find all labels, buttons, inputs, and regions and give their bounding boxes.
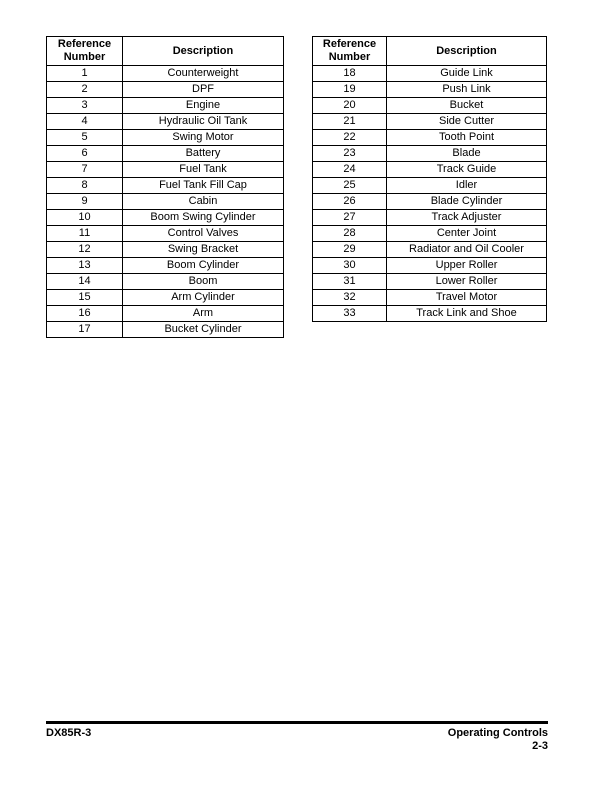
table-row (313, 114, 547, 130)
table-row (47, 306, 284, 322)
reference-number-cell: 5 (47, 130, 123, 146)
reference-number-cell: 32 (313, 290, 387, 306)
footer-right-block (448, 727, 548, 753)
table-row (313, 258, 547, 274)
footer-page-number: 2-3 (532, 740, 548, 752)
reference-number-cell: 14 (47, 274, 123, 290)
reference-number-cell: 11 (47, 226, 123, 242)
reference-number-cell: 25 (313, 178, 387, 194)
footer-model-label: DX85R-3 (46, 727, 92, 739)
reference-number-cell: 1 (47, 66, 123, 82)
description-cell: Bucket (387, 98, 547, 114)
reference-number-cell: 23 (313, 146, 387, 162)
table-row (313, 242, 547, 258)
table-row (313, 194, 547, 210)
description-cell: Boom (123, 274, 284, 290)
table-row (313, 290, 547, 306)
description-cell: Upper Roller (387, 258, 547, 274)
reference-number-cell: 18 (313, 66, 387, 82)
parts-table-left (46, 36, 284, 338)
description-cell: Tooth Point (387, 130, 547, 146)
description-cell: Swing Motor (123, 130, 284, 146)
table-row (47, 210, 284, 226)
column-header-reference-number: Reference Number (47, 37, 123, 66)
description-cell: DPF (123, 82, 284, 98)
reference-number-cell: 2 (47, 82, 123, 98)
reference-number-cell: 24 (313, 162, 387, 178)
reference-number-cell: 4 (47, 114, 123, 130)
table-body-right (313, 66, 547, 322)
table-row (47, 258, 284, 274)
description-cell: Travel Motor (387, 290, 547, 306)
table-header-row (47, 37, 284, 66)
table-row (313, 306, 547, 322)
description-cell: Track Guide (387, 162, 547, 178)
description-cell: Swing Bracket (123, 242, 284, 258)
reference-number-cell: 3 (47, 98, 123, 114)
reference-number-cell: 6 (47, 146, 123, 162)
reference-number-cell: 17 (47, 322, 123, 338)
column-header-description: Description (387, 37, 547, 66)
description-cell: Guide Link (387, 66, 547, 82)
reference-number-cell: 22 (313, 130, 387, 146)
description-cell: Radiator and Oil Cooler (387, 242, 547, 258)
table-row (47, 226, 284, 242)
reference-number-cell: 19 (313, 82, 387, 98)
description-cell: Arm (123, 306, 284, 322)
table-row (47, 242, 284, 258)
table-row (47, 178, 284, 194)
table-row (47, 130, 284, 146)
table-row (47, 82, 284, 98)
table-row (47, 322, 284, 338)
description-cell: Arm Cylinder (123, 290, 284, 306)
table-row (313, 210, 547, 226)
reference-number-cell: 33 (313, 306, 387, 322)
description-cell: Boom Cylinder (123, 258, 284, 274)
reference-number-cell: 31 (313, 274, 387, 290)
description-cell: Fuel Tank (123, 162, 284, 178)
table-row (313, 178, 547, 194)
description-cell: Blade (387, 146, 547, 162)
description-cell: Blade Cylinder (387, 194, 547, 210)
description-cell: Idler (387, 178, 547, 194)
description-cell: Fuel Tank Fill Cap (123, 178, 284, 194)
reference-number-cell: 13 (47, 258, 123, 274)
reference-number-cell: 16 (47, 306, 123, 322)
table-row (313, 98, 547, 114)
reference-number-cell: 7 (47, 162, 123, 178)
reference-number-cell: 20 (313, 98, 387, 114)
table-body-left (47, 66, 284, 338)
table-row (47, 274, 284, 290)
reference-number-cell: 9 (47, 194, 123, 210)
description-cell: Bucket Cylinder (123, 322, 284, 338)
reference-number-cell: 15 (47, 290, 123, 306)
description-cell: Lower Roller (387, 274, 547, 290)
table-row (313, 274, 547, 290)
description-cell: Cabin (123, 194, 284, 210)
description-cell: Counterweight (123, 66, 284, 82)
reference-number-cell: 29 (313, 242, 387, 258)
table-row (47, 66, 284, 82)
column-header-reference-number: Reference Number (313, 37, 387, 66)
table-row (47, 194, 284, 210)
description-cell: Battery (123, 146, 284, 162)
reference-number-cell: 28 (313, 226, 387, 242)
description-cell: Track Adjuster (387, 210, 547, 226)
reference-number-cell: 30 (313, 258, 387, 274)
description-cell: Hydraulic Oil Tank (123, 114, 284, 130)
description-cell: Track Link and Shoe (387, 306, 547, 322)
description-cell: Push Link (387, 82, 547, 98)
reference-number-cell: 10 (47, 210, 123, 226)
reference-number-cell: 26 (313, 194, 387, 210)
table-header-row (313, 37, 547, 66)
table-row (313, 226, 547, 242)
description-cell: Engine (123, 98, 284, 114)
reference-number-cell: 27 (313, 210, 387, 226)
table-row (313, 162, 547, 178)
table-row (313, 146, 547, 162)
table-row (313, 130, 547, 146)
reference-number-cell: 12 (47, 242, 123, 258)
table-row (313, 66, 547, 82)
table-row (47, 114, 284, 130)
footer-divider (46, 721, 548, 724)
table-row (47, 146, 284, 162)
table-row (47, 290, 284, 306)
column-header-description: Description (123, 37, 284, 66)
reference-number-cell: 8 (47, 178, 123, 194)
description-cell: Boom Swing Cylinder (123, 210, 284, 226)
description-cell: Control Valves (123, 226, 284, 242)
table-row (47, 98, 284, 114)
description-cell: Center Joint (387, 226, 547, 242)
description-cell: Side Cutter (387, 114, 547, 130)
reference-number-cell: 21 (313, 114, 387, 130)
table-row (313, 82, 547, 98)
table-row (47, 162, 284, 178)
footer-section-label: Operating Controls (447, 727, 548, 739)
parts-table-right (312, 36, 547, 322)
